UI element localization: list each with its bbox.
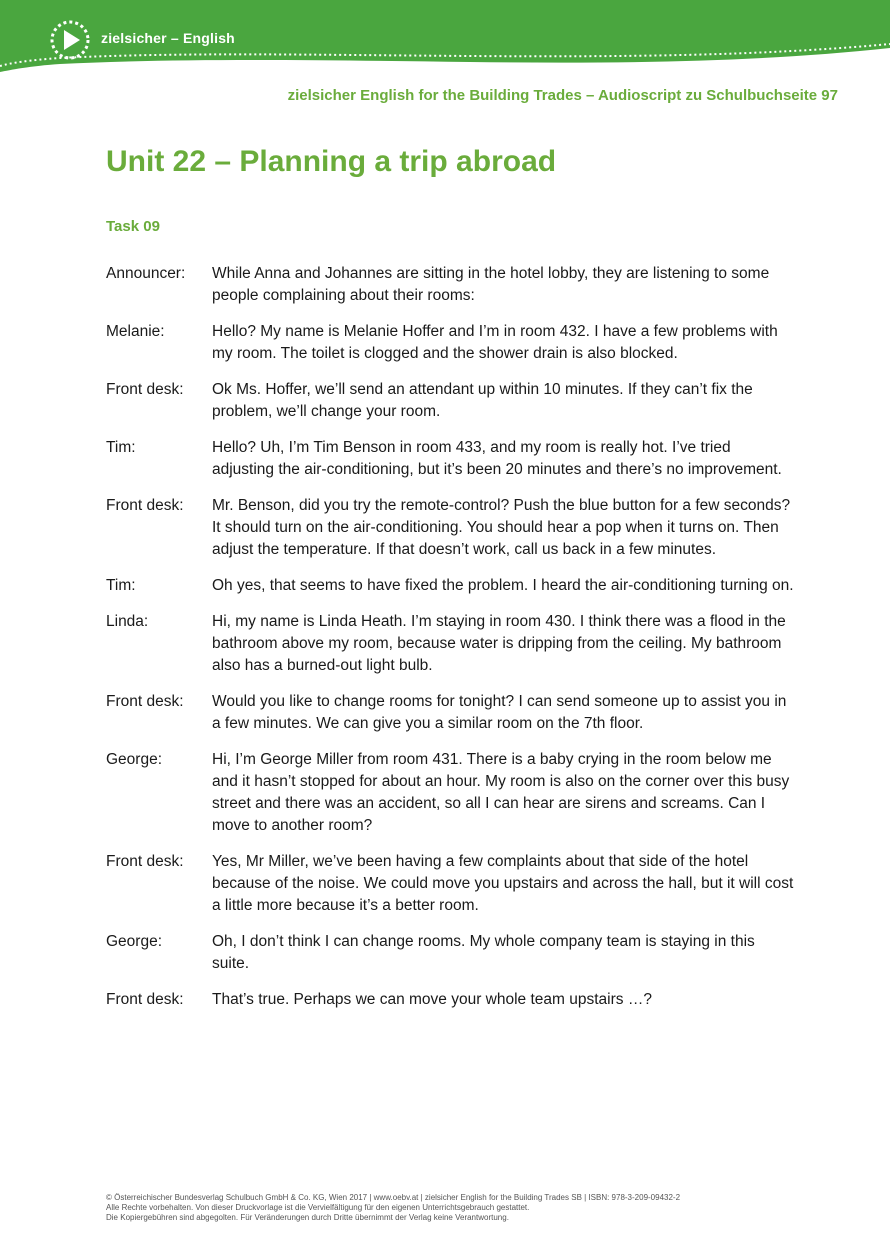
dialogue-line [106, 611, 796, 677]
speaker-label: George: [106, 751, 163, 768]
speaker-label: Tim: [106, 439, 136, 456]
dialogue-line [106, 989, 796, 1011]
brand-name: zielsicher – English [101, 30, 235, 46]
footer-line: Die Kopiergebühren sind abgegolten. Für Veränderungen durch Dritte übernimmt der Verlag keine Verantwortung. [106, 1213, 509, 1222]
dialogue-line [106, 851, 796, 917]
page-subtitle: zielsicher English for the Building Trades – Audioscript zu Schulbuchseite 97 [287, 87, 838, 104]
speech-text: Would you like to change rooms for tonight? I can send someone up to assist you in a few minutes. We can give you a similar room on the 7th floor. [212, 693, 787, 732]
speech-text: While Anna and Johannes are sitting in the hotel lobby, they are listening to some people complaining about their rooms: [212, 265, 770, 304]
speaker-label: Tim: [106, 577, 136, 594]
footer-line: Alle Rechte vorbehalten. Von dieser Druckvorlage ist die Vervielfältigung für den eigenen Unterrichtsgebrauch gestattet. [106, 1203, 530, 1212]
footer-line: © Österreichischer Bundesverlag Schulbuch GmbH & Co. KG, Wien 2017 | www.oebv.at | zielsicher English for the Building Trades SB | ISBN: 978-3-209-09432-2 [106, 1193, 681, 1202]
speech-text: Hello? My name is Melanie Hoffer and I’m in room 432. I have a few problems with my room. The toilet is clogged and the shower drain is also blocked. [212, 323, 778, 362]
speaker-label: Front desk: [106, 497, 184, 514]
speech-text: That’s true. Perhaps we can move your whole team upstairs …? [212, 991, 652, 1008]
speaker-label: Front desk: [106, 853, 184, 870]
speech-text: Oh, I don’t think I can change rooms. My whole company team is staying in this suite. [212, 933, 755, 972]
dialogue-line [106, 437, 796, 481]
speech-text: Hello? Uh, I’m Tim Benson in room 433, and my room is really hot. I’ve tried adjusting the air-conditioning, but it’s been 20 minutes and there’s no improvement. [212, 439, 782, 478]
speech-text: Ok Ms. Hoffer, we’ll send an attendant up within 10 minutes. If they can’t fix the problem, we’ll change your room. [212, 381, 753, 420]
footer-copyright [106, 1193, 806, 1223]
speech-text: Oh yes, that seems to have fixed the problem. I heard the air-conditioning turning on. [212, 577, 794, 594]
page-title: Unit 22 – Planning a trip abroad [106, 145, 557, 178]
speaker-label: Announcer: [106, 265, 186, 282]
dialogue-list [106, 263, 796, 1025]
speaker-label: George: [106, 933, 163, 950]
speech-text: Yes, Mr Miller, we’ve been having a few complaints about that side of the hotel because of the noise. We could move you upstairs and across the hall, but it will cost a little more because it’s a better room. [212, 853, 794, 914]
speaker-label: Linda: [106, 613, 149, 630]
dialogue-line [106, 495, 796, 561]
dialogue-line [106, 263, 796, 307]
dialogue-line [106, 931, 796, 975]
speech-text: Mr. Benson, did you try the remote-control? Push the blue button for a few seconds? It should turn on the air-conditioning. You should hear a pop when it turns on. Then adjust the temperature. If that doesn’t work, call us back in a few minutes. [212, 497, 791, 558]
speaker-label: Front desk: [106, 381, 184, 398]
task-label: Task 09 [106, 218, 160, 235]
speaker-label: Front desk: [106, 693, 184, 710]
dialogue-line [106, 691, 796, 735]
speaker-label: Front desk: [106, 991, 184, 1008]
speech-text: Hi, my name is Linda Heath. I’m staying in room 430. I think there was a flood in the bathroom above my room, because water is dripping from the ceiling. My bathroom also has a burned-out light bulb. [212, 613, 786, 674]
header-banner [0, 0, 890, 80]
dialogue-line [106, 749, 796, 837]
dialogue-line [106, 575, 796, 597]
speech-text: Hi, I’m George Miller from room 431. There is a baby crying in the room below me and it hasn’t stopped for about an hour. My room is also on the corner over this busy street and there was an accident, so all I can hear are sirens and screams. Can I move to another room? [212, 751, 790, 834]
speaker-label: Melanie: [106, 323, 165, 340]
dialogue-line [106, 379, 796, 423]
dialogue-line [106, 321, 796, 365]
